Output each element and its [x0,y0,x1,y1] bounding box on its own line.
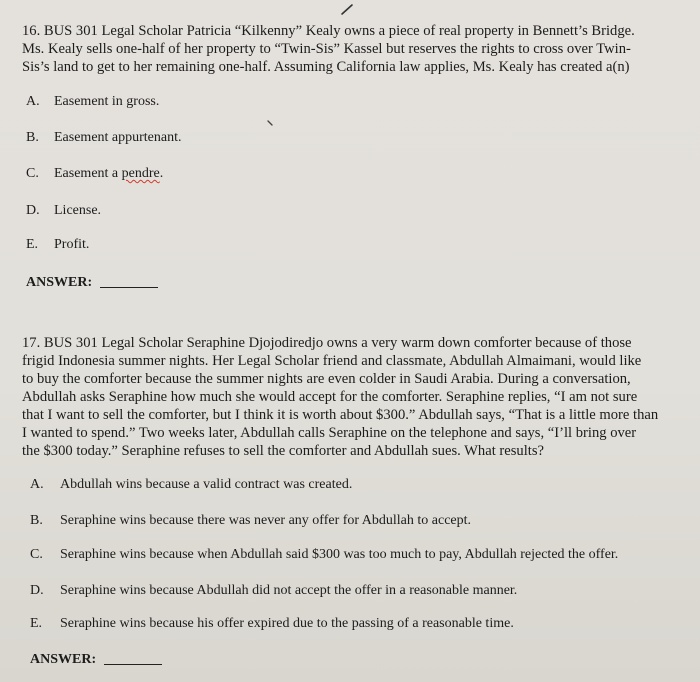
option-16-c[interactable] [26,165,163,183]
option-16-e[interactable] [26,236,89,254]
option-text: Seraphine wins because his offer expired due to the passing of a reasonable time. [60,616,514,631]
answer-label: ANSWER: [26,275,93,290]
option-text: Seraphine wins because there was never any offer for Abdullah to accept. [60,513,472,528]
option-letter: B. [26,130,39,145]
option-17-c[interactable] [30,546,618,564]
option-text: License. [54,203,102,218]
answer-16 [26,274,158,292]
question-17-line-1: 17. BUS 301 Legal Scholar Seraphine Djojodiredjo owns a very warm down comforter because of those [22,335,632,351]
option-letter: C. [26,166,39,181]
question-17-line-5: that I want to sell the comforter, but I think it is worth about $300.” Abdullah says, “That is a little more than [22,407,659,423]
option-letter: E. [26,237,39,252]
option-letter: B. [30,513,43,528]
option-text: Seraphine wins because Abdullah did not accept the offer in a reasonable manner. [60,583,518,598]
option-16-b[interactable] [26,129,182,147]
pen-mark-top [338,2,358,18]
option-17-a[interactable] [30,476,352,494]
question-17-line-4: Abdullah asks Seraphine how much she would accept for the comforter. Seraphine replies, “I am not sure [22,389,638,405]
option-17-e[interactable] [30,615,514,633]
question-16-line-1: 16. BUS 301 Legal Scholar Patricia “Kilkenny” Kealy owns a piece of real property in Bennett’s Bridge. [22,23,635,39]
option-text: Easement in gross. [54,94,160,109]
question-17-line-6: I wanted to spend.” Two weeks later, Abdullah calls Seraphine on the telephone and says, “I’ll bring over [22,425,637,441]
answer-17 [30,651,162,669]
question-16-line-2: Ms. Kealy sells one-half of her property to “Twin-Sis” Kassel but reserves the rights to cross over Twin- [22,41,631,57]
option-text-before: Easement a [54,166,122,181]
option-text: Seraphine wins because when Abdullah said $300 was too much to pay, Abdullah rejected the offer. [60,547,619,562]
option-text-after: . [159,166,164,181]
option-17-b[interactable] [30,512,471,530]
option-letter: C. [30,547,43,562]
pen-mark-dot [265,118,275,128]
option-letter: A. [30,477,44,492]
question-17-line-3: to buy the comforter because the summer nights are even colder in Saudi Arabia. During a conversation, [22,371,631,387]
question-17-line-2: frigid Indonesia summer nights. Her Legal Scholar friend and classmate, Abdullah Almaimani, would like [22,353,642,369]
option-text: Abdullah wins because a valid contract was created. [60,477,353,492]
answer-blank[interactable] [104,664,162,665]
option-letter: E. [30,616,43,631]
option-16-a[interactable] [26,93,159,111]
option-letter: D. [26,203,40,218]
answer-label: ANSWER: [30,652,97,667]
question-16-line-3: Sis’s land to get to her remaining one-half. Assuming California law applies, Ms. Kealy has created a(n) [22,59,630,75]
option-text: Easement appurtenant. [54,130,182,145]
spellcheck-marked-word: pendre [121,166,160,181]
option-17-d[interactable] [30,582,517,600]
question-17-line-7: the $300 today.” Seraphine refuses to sell the comforter and Abdullah sues. What results? [22,443,544,459]
option-text: Profit. [54,237,90,252]
option-letter: D. [30,583,44,598]
option-16-d[interactable] [26,202,101,220]
answer-blank[interactable] [100,287,158,288]
option-letter: A. [26,94,40,109]
